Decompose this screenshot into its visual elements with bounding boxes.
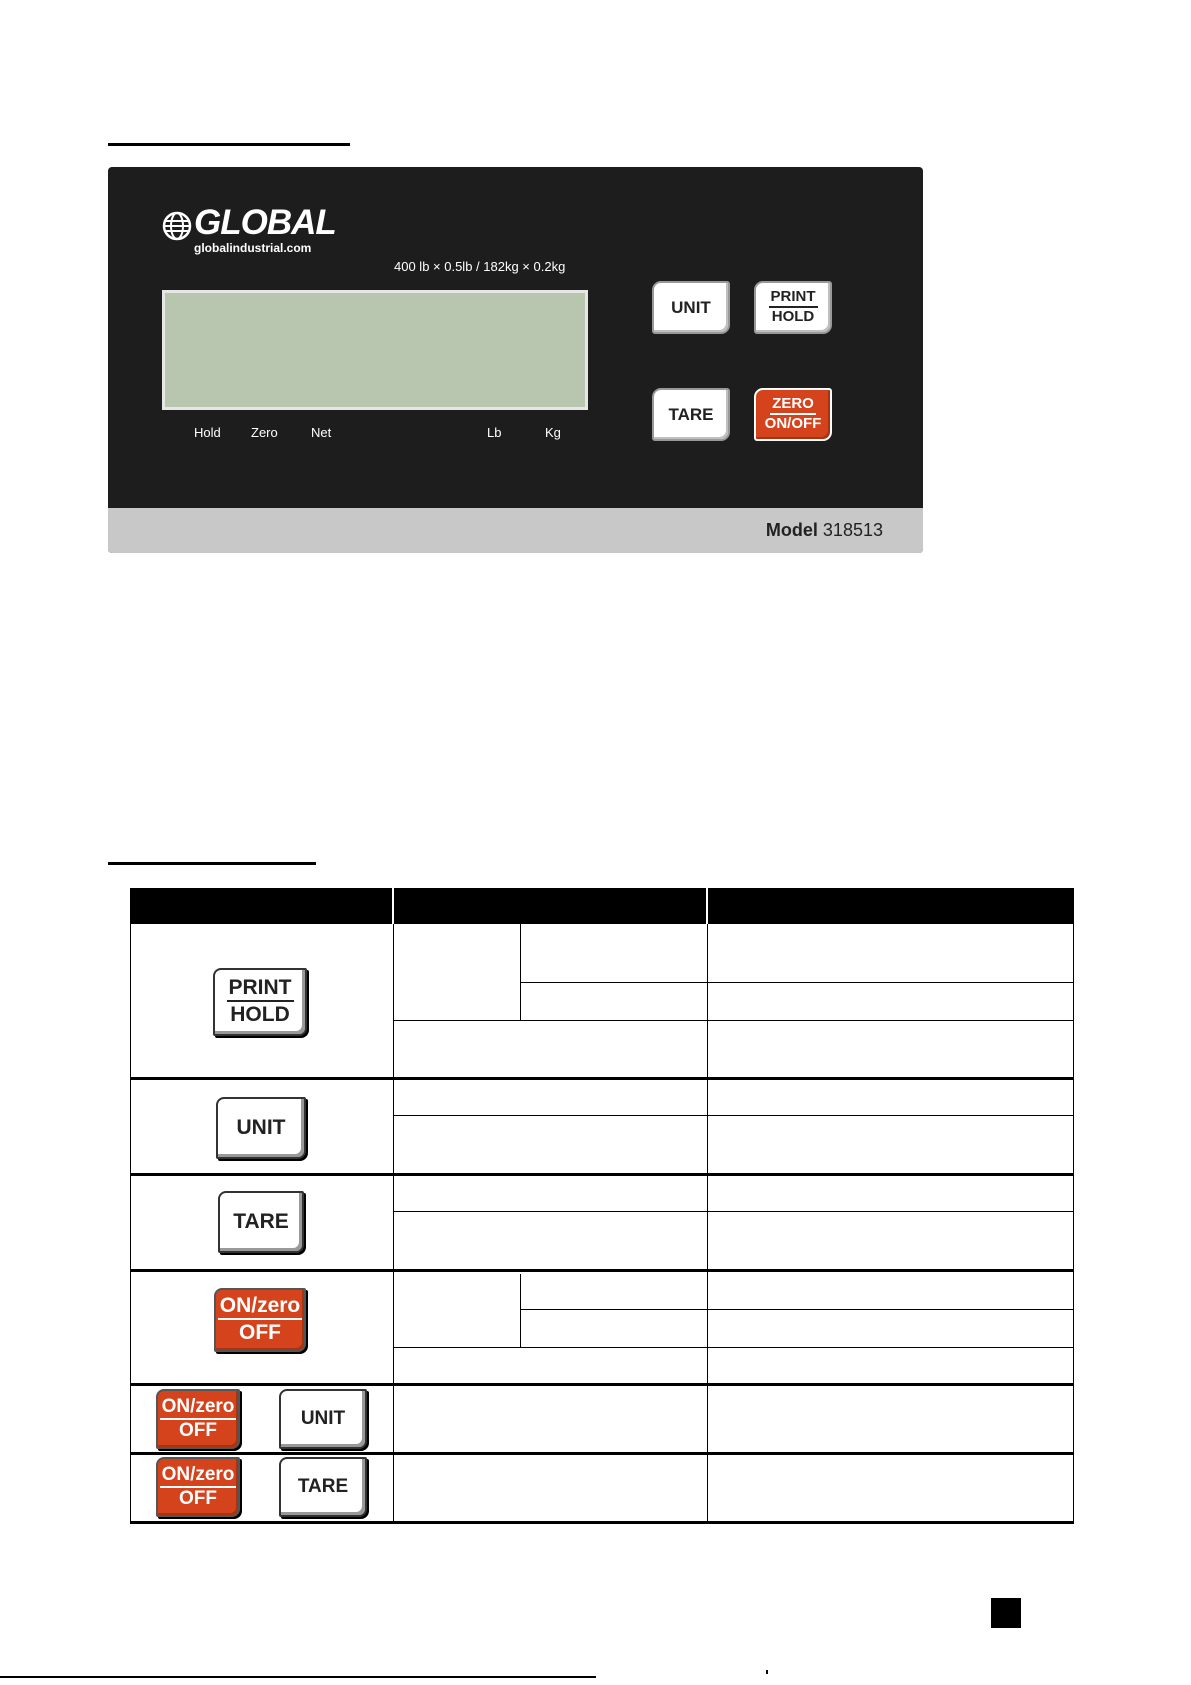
unit-button[interactable] — [652, 281, 730, 334]
page-number-box — [991, 1598, 1021, 1628]
subcol-divider-print — [520, 924, 521, 1020]
combo2-off-label: OFF — [179, 1487, 217, 1509]
combo1-unit-label: UNIT — [300, 1408, 346, 1429]
indicator-kg: Kg — [545, 425, 561, 440]
group-divider — [130, 1452, 1074, 1455]
model-number: 318513 — [822, 520, 883, 540]
combo2-on-zero-off-key-icon — [156, 1457, 240, 1517]
row-line — [394, 1211, 1074, 1212]
combo2-tare-key-icon — [279, 1457, 367, 1517]
combo1-on-zero-off-key-icon — [156, 1389, 240, 1449]
row-line — [394, 1115, 1074, 1116]
model-label: Model — [765, 520, 818, 540]
header-cell-operation — [394, 888, 706, 924]
combo2-on-zero-label: ON/zero — [160, 1465, 237, 1488]
zero-onoff-button[interactable] — [754, 388, 832, 441]
print-label: PRINT — [769, 289, 818, 308]
zero-label: ZERO — [770, 396, 816, 415]
row-line — [394, 1020, 1074, 1021]
model-text — [766, 520, 883, 541]
header-cell-function — [708, 888, 1074, 924]
section-title-rule-keys — [108, 862, 316, 865]
table-unit-label: UNIT — [236, 1116, 286, 1139]
table-hold-label: HOLD — [230, 1003, 290, 1027]
table-on-zero-off-key-icon — [214, 1288, 306, 1352]
table-col-divider-2 — [707, 924, 708, 1522]
group-divider — [130, 1269, 1074, 1272]
onoff-label: ON/OFF — [764, 415, 822, 433]
table-border-right — [1073, 924, 1074, 1522]
combo1-off-label: OFF — [179, 1419, 217, 1441]
table-off-label: OFF — [239, 1321, 281, 1345]
panel-footer — [108, 508, 923, 553]
indicator-zero: Zero — [251, 425, 278, 440]
lcd-display — [162, 290, 588, 410]
combo2-tare-label: TARE — [297, 1476, 349, 1497]
subcol-divider-zero — [520, 1274, 521, 1348]
table-print-hold-key-icon — [213, 968, 307, 1036]
combo1-on-zero-label: ON/zero — [160, 1397, 237, 1420]
group-divider — [130, 1173, 1074, 1176]
tare-button-label: TARE — [668, 404, 714, 424]
globe-icon — [162, 211, 192, 241]
row-line — [520, 982, 1074, 983]
indicator-lb: Lb — [487, 425, 502, 440]
table-header — [130, 888, 1074, 924]
table-tare-label: TARE — [233, 1210, 289, 1233]
group-divider — [130, 1383, 1074, 1386]
table-tare-key-icon — [218, 1191, 304, 1253]
table-on-zero-label: ON/zero — [218, 1295, 303, 1320]
footer-rule — [0, 1676, 596, 1678]
footer-tick — [766, 1670, 768, 1674]
logo-wordmark: GLOBAL — [194, 203, 336, 242]
table-border-left — [130, 924, 131, 1522]
capacity-label: 400 lb × 0.5lb / 182kg × 0.2kg — [394, 259, 566, 274]
table-bottom-border — [130, 1521, 1074, 1524]
indicator-net: Net — [311, 425, 332, 440]
indicator-hold: Hold — [194, 425, 221, 440]
table-col-divider-1 — [393, 924, 394, 1522]
hold-label: HOLD — [771, 308, 815, 326]
section-title-rule-panel — [108, 143, 350, 146]
header-cell-key — [130, 888, 392, 924]
table-print-label: PRINT — [227, 977, 294, 1002]
group-divider — [130, 1077, 1074, 1080]
row-line — [520, 1309, 1074, 1310]
logo-url: globalindustrial.com — [194, 241, 312, 255]
scale-front-panel — [108, 167, 923, 553]
tare-button[interactable] — [652, 388, 730, 441]
row-line — [394, 1347, 1074, 1348]
print-hold-button[interactable] — [754, 281, 832, 334]
combo1-unit-key-icon — [279, 1389, 367, 1449]
table-unit-key-icon — [216, 1097, 306, 1159]
global-logo — [162, 203, 352, 255]
unit-button-label: UNIT — [671, 297, 711, 317]
